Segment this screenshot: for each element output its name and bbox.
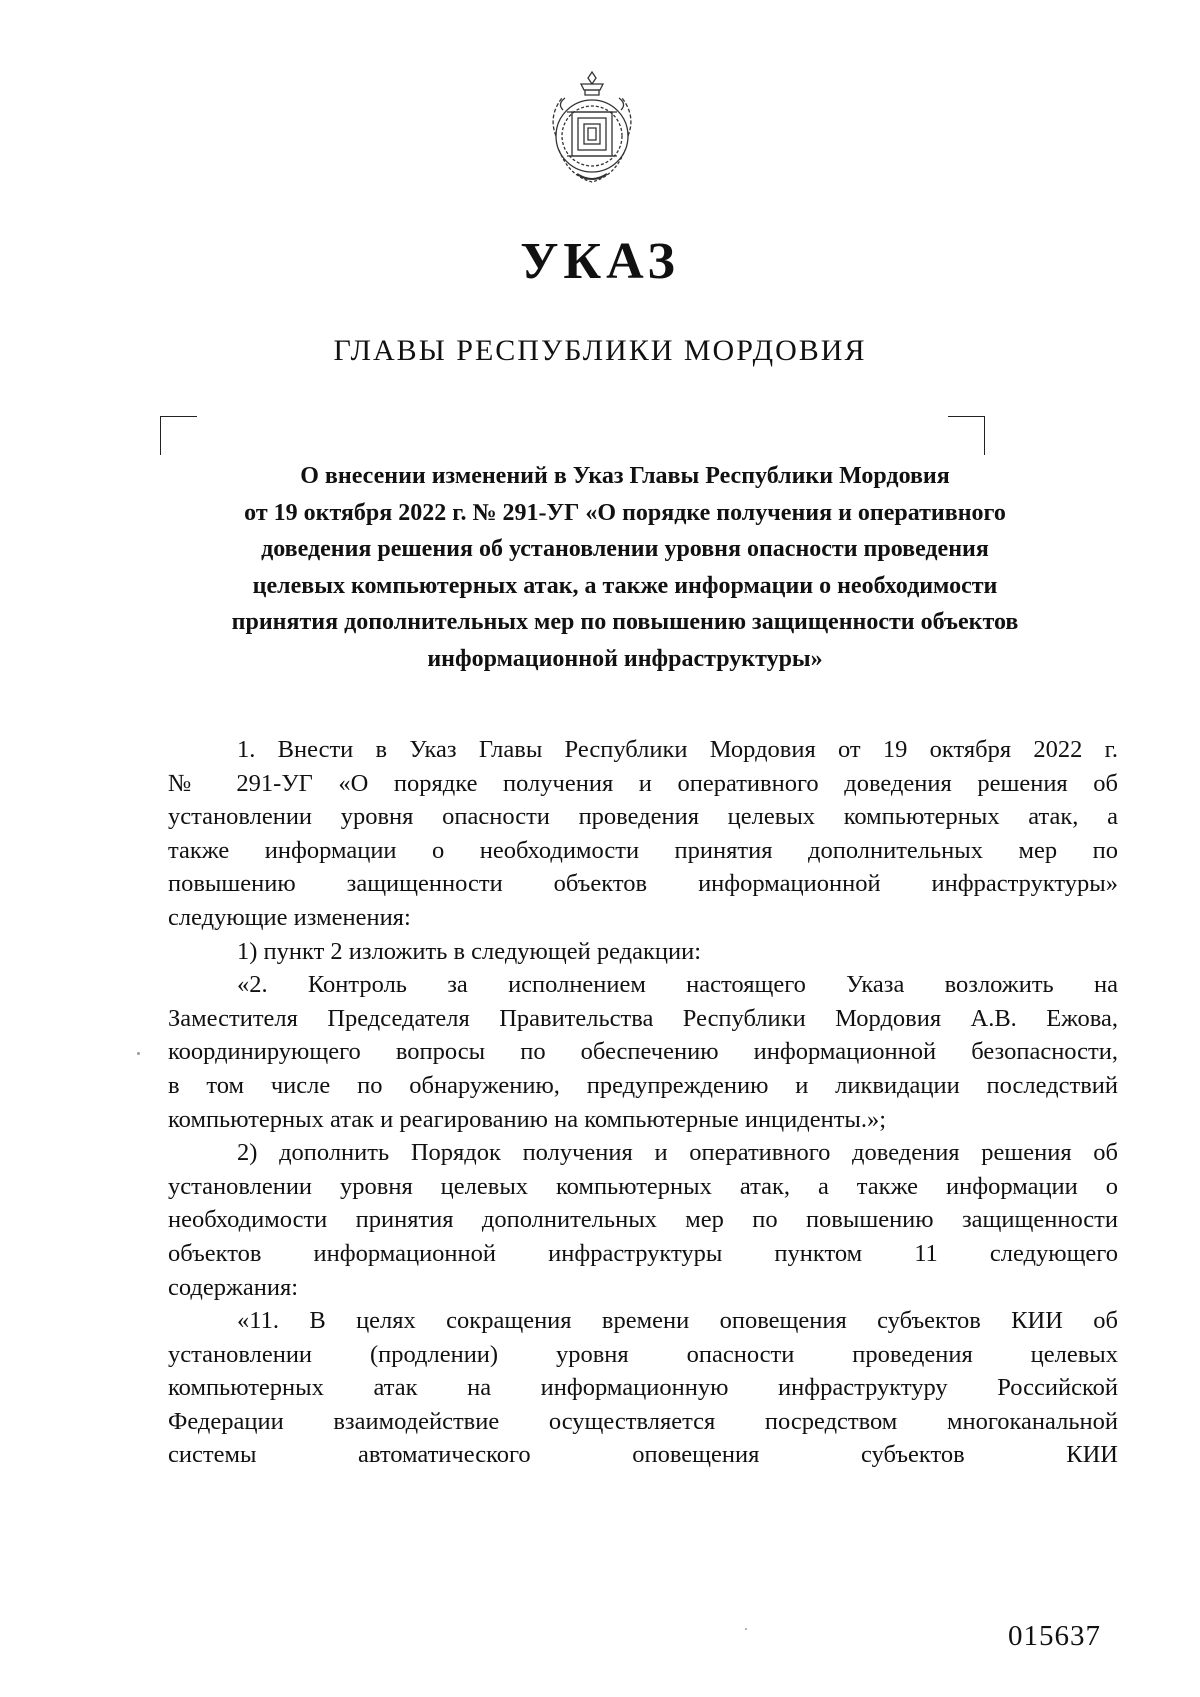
body-line: 1) пункт 2 изложить в следующей редакции: (237, 937, 702, 965)
body-line: Заместителя Председателя Правительства Республики Мордовия А.В. Ежова, (168, 1004, 1118, 1032)
heading-bracket-left (160, 416, 197, 455)
body-line: установлении уровня опасности проведения целевых компьютерных атак, а (168, 803, 1118, 831)
heading-line: доведения решения об установлении уровня опасности проведения (261, 536, 989, 563)
heading-bracket-right (948, 416, 985, 455)
body-line: «2. Контроль за исполнением настоящего Указа возложить на (237, 971, 1118, 999)
scan-speck (137, 1052, 140, 1055)
body-line: в том числе по обнаружению, предупреждению и ликвидации последствий (168, 1071, 1118, 1099)
body-line: следующие изменения: (168, 903, 411, 931)
heading-line: от 19 октября 2022 г. № 291-УГ «О порядке получения и оперативного (244, 499, 1006, 526)
body-line: также информации о необходимости принятия дополнительных мер по (168, 836, 1118, 864)
heading-line: О внесении изменений в Указ Главы Республики Мордовия (300, 463, 950, 489)
body-line: установлении уровня целевых компьютерных атак, а также информации о (168, 1172, 1118, 1200)
heading-line: информационной инфраструктуры» (427, 645, 823, 672)
document-title: УКАЗ (520, 233, 680, 290)
body-line: компьютерных атак и реагированию на компьютерные инциденты.»; (168, 1105, 887, 1133)
heading-line: принятия дополнительных мер по повышению защищенности объектов (231, 609, 1019, 636)
document-number: 015637 (1008, 1620, 1101, 1652)
body-line: повышению защищенности объектов информационной инфраструктуры» (168, 870, 1118, 898)
body-line: № 291-УГ «О порядке получения и оперативного доведения решения об (168, 769, 1118, 797)
body-line: необходимости принятия дополнительных мер по повышению защищенности (168, 1206, 1118, 1234)
body-line: системы автоматического оповещения субъектов КИИ (168, 1441, 1118, 1469)
body-line: координирующего вопросы по обеспечению информационной безопасности, (168, 1038, 1118, 1066)
heading-line: целевых компьютерных атак, а также информации о необходимости (252, 572, 998, 599)
body-line: 2) дополнить Порядок получения и оперативного доведения решения об (237, 1139, 1118, 1167)
body-line: компьютерных атак на информационную инфраструктуру Российской (168, 1374, 1118, 1402)
body-line: «11. В целях сокращения времени оповещения субъектов КИИ об (237, 1307, 1118, 1335)
body-line: установлении (продлении) уровня опасности проведения целевых (168, 1340, 1118, 1368)
body-line: объектов информационной инфраструктуры пунктом 11 следующего (168, 1239, 1118, 1267)
body-line: содержания: (168, 1273, 299, 1301)
coat-of-arms-icon (537, 70, 647, 188)
scan-speck (745, 1628, 747, 1630)
decree-heading (160, 458, 1090, 678)
body-line: 1. Внести в Указ Главы Республики Мордовия от 19 октября 2022 г. (237, 736, 1118, 763)
document-subtitle: ГЛАВЫ РЕСПУБЛИКИ МОРДОВИЯ (333, 334, 867, 367)
decree-body (168, 733, 1118, 1472)
body-line: Федерации взаимодействие осуществляется посредством многоканальной (168, 1407, 1118, 1435)
